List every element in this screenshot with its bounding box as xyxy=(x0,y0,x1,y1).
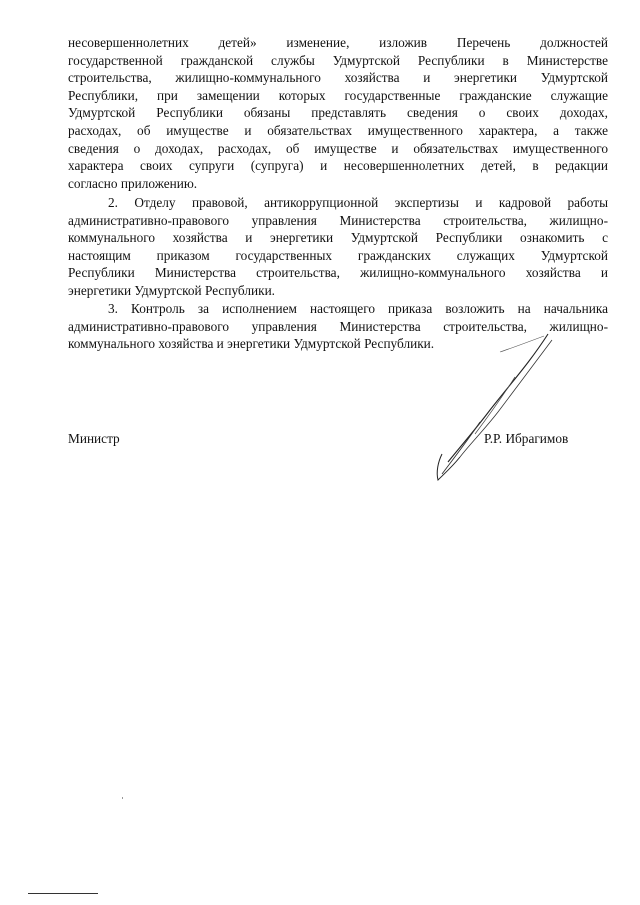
paragraph-1-line: строительства, жилищно-коммунального хозяйства и энергетики Удмуртской xyxy=(68,70,608,86)
paragraph-3-line: 3. Контроль за исполнением настоящего приказа возложить на начальника xyxy=(108,301,608,316)
paragraph-1-line: Республики, при замещении которых государственные гражданские служащие xyxy=(68,87,608,103)
paragraph-3-line: коммунального хозяйства и энергетики Удмуртской Республики. xyxy=(68,336,435,352)
paragraph-1-line: государственной гражданской службы Удмуртской Республики в Министерстве xyxy=(68,52,608,68)
signer-name: Р.Р. Ибрагимов xyxy=(484,431,569,446)
paragraph-1-line: сведения о доходах, расходах, об имуществе и обязательствах имущественного xyxy=(68,140,608,156)
scan-artifact xyxy=(122,797,123,799)
signer-title: Министр xyxy=(68,431,120,446)
paragraph-1-line: характера своих супруги (супруга) и несовершеннолетних детей, в редакции xyxy=(68,158,608,174)
paragraph-2-line: 2. Отделу правовой, антикоррупционной экспертизы и кадровой работы xyxy=(108,195,608,210)
paragraph-2-line: Республики Министерства строительства, жилищно-коммунального хозяйства и xyxy=(68,265,608,281)
handwritten-signature xyxy=(420,322,570,487)
paragraph-2-line: административно-правового управления Министерства строительства, жилищно- xyxy=(68,212,608,228)
paragraph-2-line: коммунального хозяйства и энергетики Удмуртской Республики ознакомить с xyxy=(68,230,608,246)
paragraph-2 xyxy=(68,194,608,300)
paragraph-2-line: настоящим приказом государственных гражданских служащих Удмуртской xyxy=(68,247,608,263)
paragraph-1-line: согласно приложению. xyxy=(68,175,198,191)
paragraph-1-line: Удмуртской Республики обязаны представлять сведения о своих доходах, xyxy=(68,105,608,121)
paragraph-1 xyxy=(68,34,608,192)
paragraph-3-line: административно-правового управления Министерства строительства, жилищно- xyxy=(68,318,608,334)
paragraph-2-line: энергетики Удмуртской Республики. xyxy=(68,282,276,298)
paragraph-1-line: расходах, об имуществе и обязательствах имущественного характера, а также xyxy=(68,122,608,138)
footer-rule xyxy=(28,893,98,894)
paragraph-1-line: несовершеннолетних детей» изменение, изложив Перечень должностей xyxy=(68,35,608,50)
